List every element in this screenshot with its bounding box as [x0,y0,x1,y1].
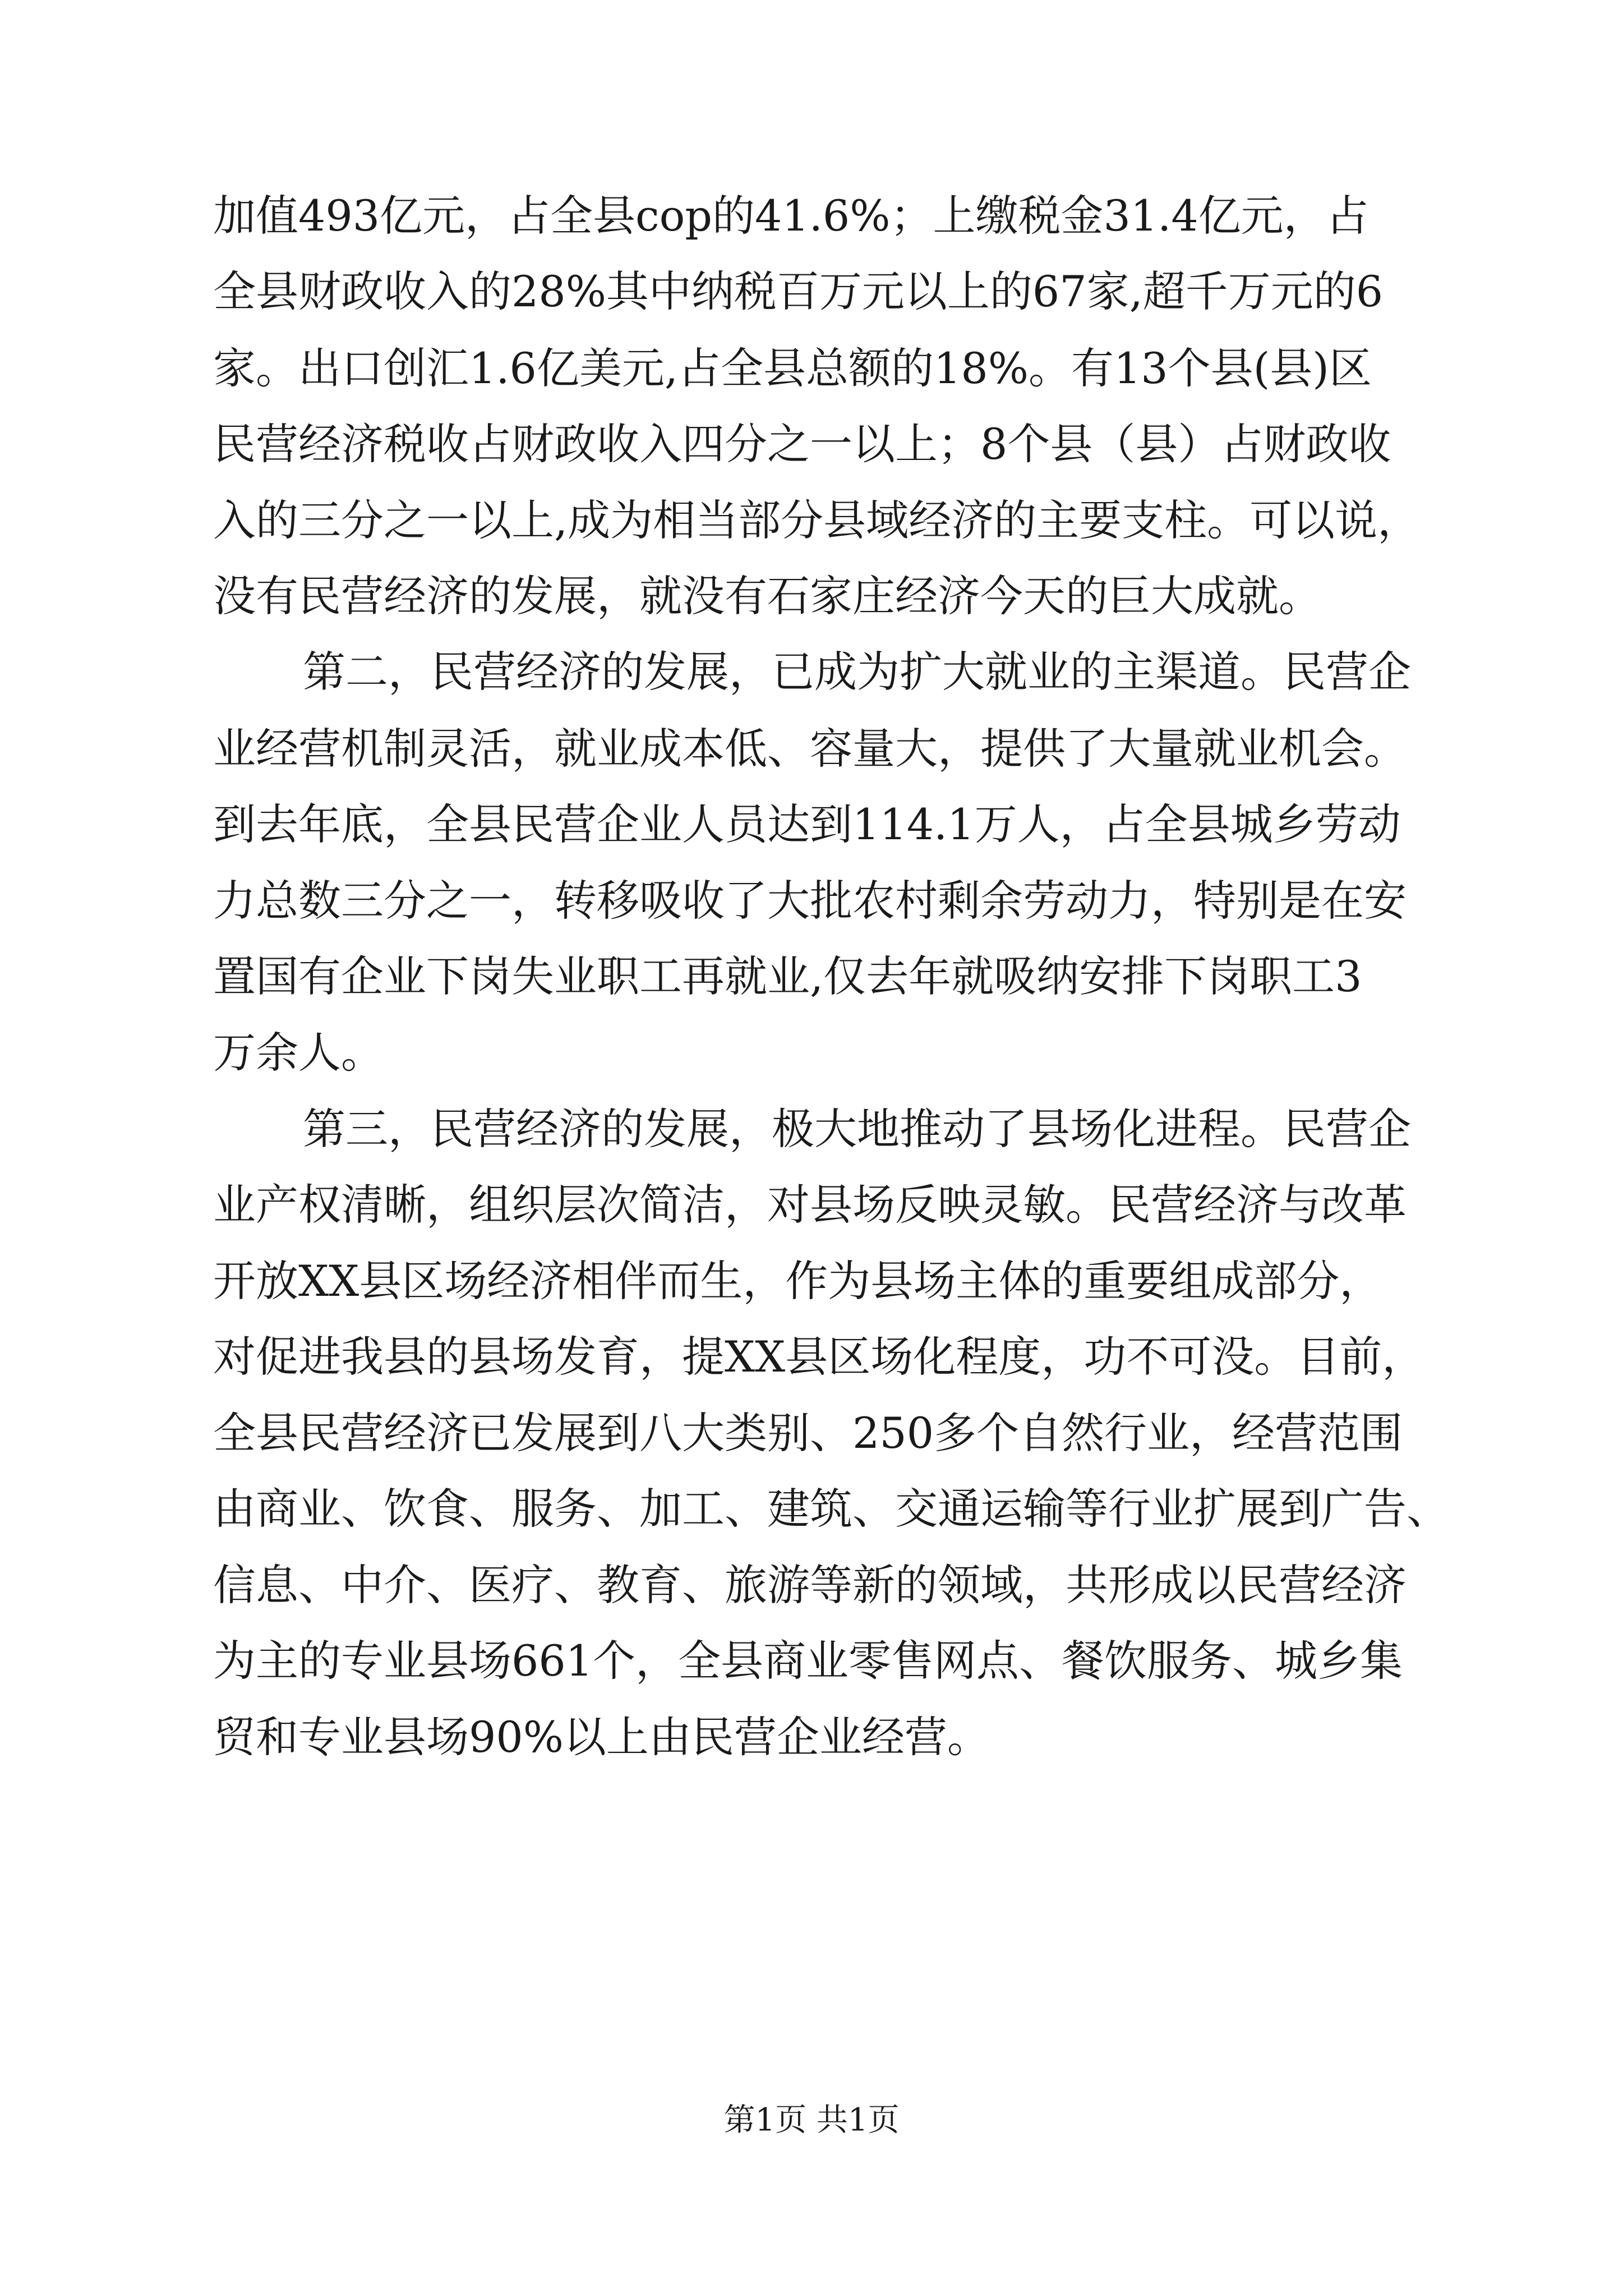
text-line: 力总数三分之一，转移吸收了大批农村剩余劳动力，特别是在安 [213,876,1407,926]
text-line: 全县民营经济已发展到八大类别、250多个自然行业，经营范围 [213,1408,1403,1458]
text-line: 为主的专业县场661个，全县商业零售网点、餐饮服务、城乡集 [213,1636,1403,1686]
text-line: 入的三分之一以上,成为相当部分县域经济的主要支柱。可以说， [213,495,1421,545]
text-line: 开放XX县区场经济相伴而生，作为县场主体的重要组成部分， [213,1256,1382,1306]
text-line: 业产权清晰，组织层次简洁，对县场反映灵敏。民营经济与改革 [213,1180,1407,1230]
text-line: 由商业、饮食、服务、加工、建筑、交通运输等行业扩展到广告、 [213,1484,1449,1534]
paragraph-first-line: 第二，民营经济的发展，已成为扩大就业的主渠道。民营企 [303,647,1411,697]
page-number-label: 第1页 共1页 [723,2102,900,2138]
text-line: 到去年底，全县民营企业人员达到114.1万人，占全县城乡劳动 [213,799,1401,849]
text-line: 全县财政收入的28%其中纳税百万元以上的67家,超千万元的6 [213,266,1384,316]
text-line: 加值493亿元，占全县cop的41.6%；上缴税金31.4亿元，占 [213,191,1369,241]
text-line: 民营经济税收占财政收入四分之一以上；8个县（县）占财政收 [213,419,1391,469]
text-line: 对促进我县的县场发育，提XX县区场化程度，功不可没。目前， [213,1332,1425,1382]
text-line: 信息、中介、医疗、教育、旅游等新的领域，共形成以民营经济 [213,1560,1407,1610]
text-line: 万余人。 [213,1028,384,1078]
paragraph-first-line: 第三，民营经济的发展，极大地推动了县场化进程。民营企 [303,1104,1411,1154]
text-line: 业经营机制灵活，就业成本低、容量大，提供了大量就业机会。 [213,724,1407,774]
text-line: 没有民营经济的发展，就没有石家庄经济今天的巨大成就。 [213,571,1321,621]
text-line: 家。出口创汇1.6亿美元,占全县总额的18%。有13个县(县)区 [213,343,1372,393]
page-footer [0,2092,1623,2148]
text-line: 置国有企业下岗失业职工再就业,仅去年就吸纳安排下岗职工3 [213,951,1362,1001]
text-line: 贸和专业县场90%以上由民营企业经营。 [213,1712,990,1762]
